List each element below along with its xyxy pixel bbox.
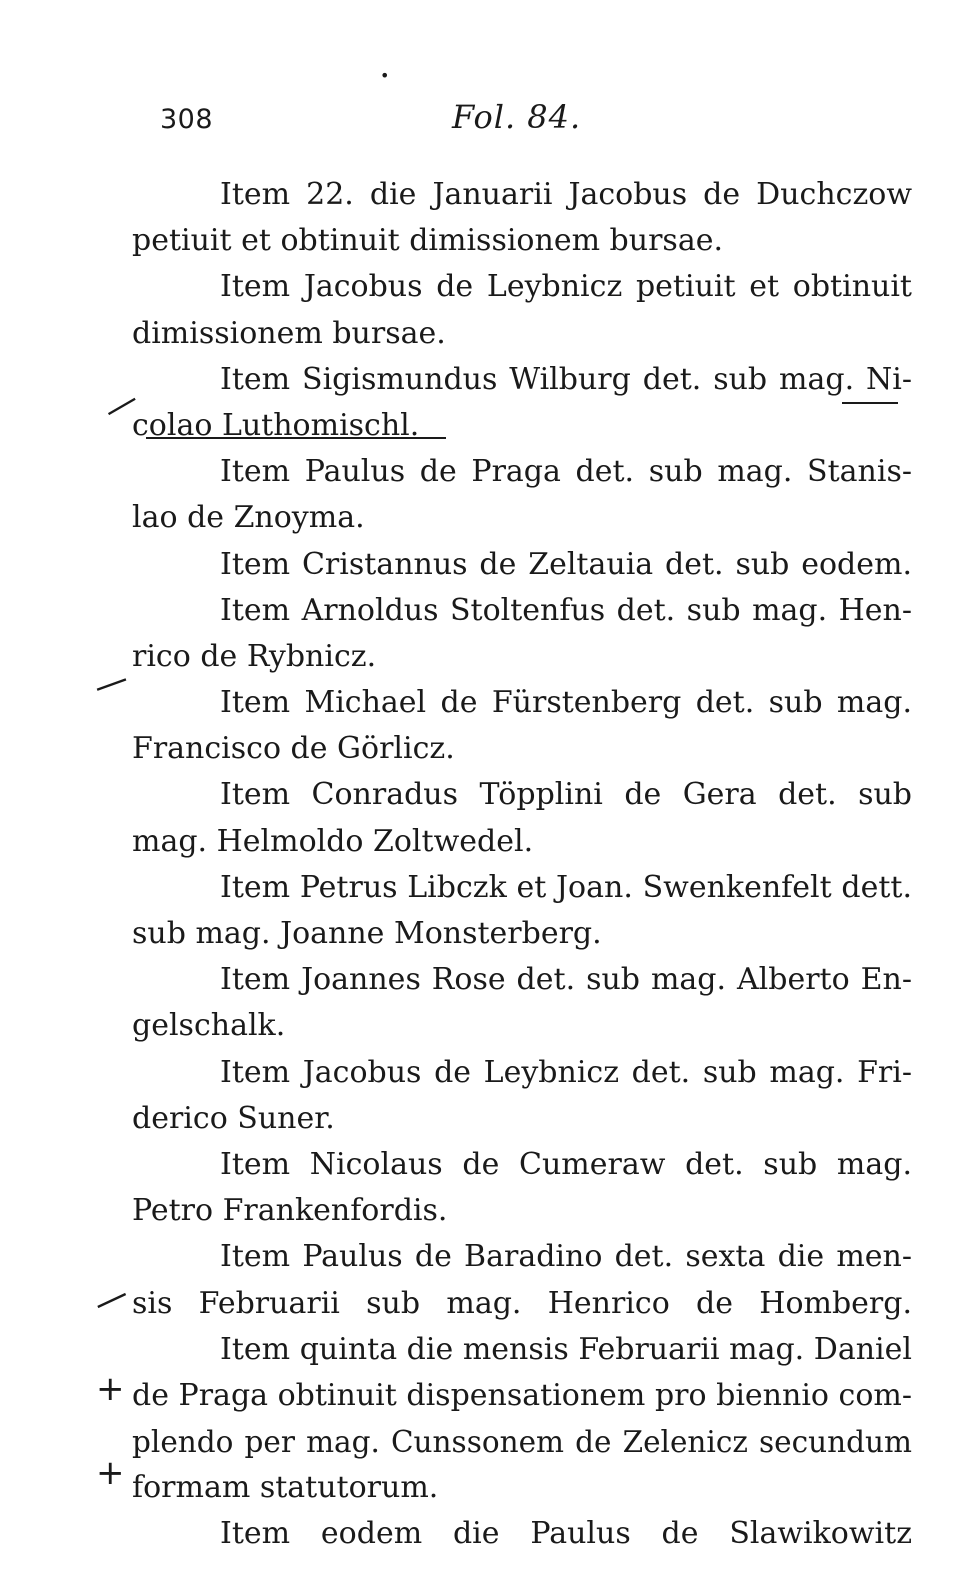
text-line: Item eodem die Paulus de Slawikowitz [220, 1516, 912, 1552]
text-line: colao Luthomischl. [132, 407, 420, 443]
text-line: rico de Rybnicz. [132, 638, 377, 674]
text-line: Item Michael de Fürstenberg det. sub mag. [220, 685, 912, 721]
text-line: Item Paulus de Praga det. sub mag. Stanis- [220, 454, 912, 490]
page-number: 308 [160, 104, 214, 135]
text-line: Item quinta die mensis Februarii mag. Daniel [220, 1331, 912, 1367]
text-line: Item Nicolaus de Cumeraw det. sub mag. [220, 1146, 912, 1182]
text-line: Item Joannes Rose det. sub mag. Alberto En- [220, 962, 912, 998]
margin-cross-mark: + [96, 1369, 125, 1409]
text-line: derico Suner. [132, 1100, 335, 1136]
text-line: gelschalk. [132, 1008, 286, 1044]
text-line: Item 22. die Januarii Jacobus de Duchczow [220, 177, 912, 212]
margin-dash-mark: — [96, 379, 146, 431]
folio-annotation: Fol. 84. [452, 98, 582, 136]
text-line: Item Conradus Töpplini de Gera det. sub [220, 777, 912, 813]
text-line: dimissionem bursae. [132, 315, 446, 351]
text-line: formam statutorum. [132, 1470, 439, 1506]
text-line: plendo per mag. Cunssonem de Zelenicz secundum [132, 1425, 912, 1460]
text-line: petiuit et obtinuit dimissionem bursae. [132, 223, 723, 259]
text-line: Item Petrus Libczk et Joan. Swenkenfelt dett. [220, 869, 912, 905]
text-line: Petro Frankenfordis. [132, 1193, 448, 1229]
text-line: lao de Znoyma. [132, 500, 365, 536]
text-line: Item Jacobus de Leybnicz petiuit et obtinuit [220, 269, 912, 305]
margin-cross-mark: + [96, 1453, 125, 1493]
top-dot-mark: • [380, 66, 390, 85]
text-line: Item Cristannus de Zeltauia det. sub eodem. [220, 546, 912, 582]
text-line: Francisco de Görlicz. [132, 731, 455, 767]
text-line: Item Arnoldus Stoltenfus det. sub mag. Hen- [220, 592, 912, 628]
text-line: mag. Helmoldo Zoltwedel. [132, 823, 534, 859]
text-line: de Praga obtinuit dispensationem pro biennio com- [132, 1377, 912, 1413]
margin-dash-mark: — [88, 658, 134, 708]
text-body [132, 172, 912, 1558]
text-line: sis Februarii sub mag. Henrico de Homberg. [132, 1285, 912, 1321]
text-line: Item Paulus de Baradino det. sexta die men- [220, 1239, 912, 1275]
text-line: Item Sigismundus Wilburg det. sub mag. Ni- [220, 361, 912, 397]
margin-dash-mark: — [87, 1273, 135, 1325]
text-line: Item Jacobus de Leybnicz det. sub mag. Fri- [220, 1054, 912, 1090]
text-line: sub mag. Joanne Monsterberg. [132, 916, 602, 951]
